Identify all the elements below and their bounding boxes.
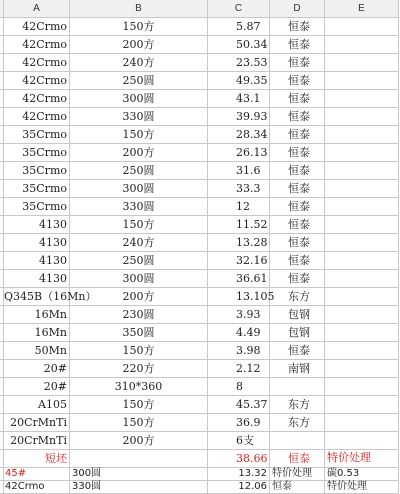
cell-c[interactable]: 12 — [208, 198, 270, 216]
table-row — [0, 288, 400, 306]
table-row — [0, 270, 400, 288]
cell-d[interactable]: 东方 — [270, 414, 325, 432]
cell-a[interactable]: 16Mn — [4, 324, 70, 342]
cell-e[interactable] — [325, 378, 399, 396]
cell-a[interactable]: 16Mn — [4, 306, 70, 324]
cell-c[interactable]: 11.52 — [208, 216, 270, 234]
cell-d[interactable] — [270, 378, 325, 396]
cell-e[interactable] — [325, 216, 399, 234]
cell-b[interactable]: 150方 — [70, 216, 208, 234]
cell-c[interactable]: 31.6 — [208, 162, 270, 180]
cell-d[interactable]: 恒泰 — [270, 198, 325, 216]
column-header-a[interactable]: A — [4, 0, 70, 18]
cell-c[interactable]: 39.93 — [208, 108, 270, 126]
cell-b[interactable]: 230圆 — [70, 306, 208, 324]
cell-c[interactable]: 12.06 — [208, 481, 270, 494]
cell-b[interactable]: 330圆 — [70, 108, 208, 126]
cell-d[interactable]: 恒泰 — [270, 180, 325, 198]
cell-d[interactable]: 恒泰 — [270, 481, 325, 494]
table-row — [0, 378, 400, 396]
cell-c[interactable]: 28.34 — [208, 126, 270, 144]
cell-c[interactable]: 4.49 — [208, 324, 270, 342]
cell-b[interactable]: 310*360 — [70, 378, 208, 396]
table-row — [0, 90, 400, 108]
cell-e[interactable] — [325, 270, 399, 288]
cell-d[interactable]: 包钢 — [270, 306, 325, 324]
cell-a[interactable]: 45# — [4, 468, 70, 481]
cell-b[interactable]: 150方 — [70, 396, 208, 414]
cell-a[interactable]: 50Mn — [4, 342, 70, 360]
cell-c[interactable]: 3.98 — [208, 342, 270, 360]
cell-a[interactable]: 42Crmo — [4, 18, 70, 36]
cell-e[interactable] — [325, 324, 399, 342]
table-row — [0, 216, 400, 234]
table-row — [0, 18, 400, 36]
column-header-row — [0, 0, 400, 18]
table-row — [0, 126, 400, 144]
cell-a[interactable]: 42Crmo — [4, 90, 70, 108]
cell-e[interactable] — [325, 288, 399, 306]
cell-b[interactable]: 150方 — [70, 126, 208, 144]
cell-a[interactable]: 4130 — [4, 252, 70, 270]
cell-b[interactable]: 330圆 — [70, 481, 208, 494]
cell-d[interactable]: 恒泰 — [270, 144, 325, 162]
cell-c[interactable]: 38.66 — [208, 450, 270, 468]
table-row — [0, 54, 400, 72]
cell-e[interactable] — [325, 108, 399, 126]
cell-c[interactable]: 36.9 — [208, 414, 270, 432]
cell-d[interactable]: 东方 — [270, 288, 325, 306]
cell-a[interactable]: 42Crmo — [4, 72, 70, 90]
cell-b[interactable]: 300圆 — [70, 468, 208, 481]
cell-b[interactable]: 300圆 — [70, 270, 208, 288]
cell-b[interactable]: 240方 — [70, 234, 208, 252]
cell-e[interactable] — [325, 54, 399, 72]
cell-e[interactable] — [325, 144, 399, 162]
cell-b[interactable]: 250圆 — [70, 252, 208, 270]
cell-a[interactable]: Q345B（16Mn） — [4, 288, 70, 306]
table-row — [0, 360, 400, 378]
table-row — [0, 324, 400, 342]
cell-b[interactable]: 240方 — [70, 54, 208, 72]
cell-c[interactable]: 26.13 — [208, 144, 270, 162]
cell-b[interactable]: 300圆 — [70, 90, 208, 108]
cell-e[interactable] — [325, 360, 399, 378]
table-row — [0, 342, 400, 360]
cell-d[interactable]: 恒泰 — [270, 162, 325, 180]
cell-d[interactable]: 恒泰 — [270, 450, 325, 468]
cell-b[interactable]: 300圆 — [70, 180, 208, 198]
cell-a[interactable]: 35Crmo — [4, 198, 70, 216]
cell-c[interactable]: 36.61 — [208, 270, 270, 288]
cell-b[interactable]: 150方 — [70, 18, 208, 36]
cell-c[interactable]: 8 — [208, 378, 270, 396]
cell-b[interactable]: 250圆 — [70, 162, 208, 180]
cell-a[interactable]: A105 — [4, 396, 70, 414]
table-row — [0, 36, 400, 54]
cell-b[interactable]: 150方 — [70, 342, 208, 360]
cell-e[interactable] — [325, 306, 399, 324]
cell-d[interactable]: 恒泰 — [270, 18, 325, 36]
cell-e[interactable] — [325, 342, 399, 360]
cell-e[interactable] — [325, 414, 399, 432]
cell-c[interactable]: 32.16 — [208, 252, 270, 270]
cell-d[interactable]: 包钢 — [270, 324, 325, 342]
cell-d[interactable]: 东方 — [270, 396, 325, 414]
cell-a[interactable]: 4130 — [4, 234, 70, 252]
cell-a[interactable]: 35Crmo — [4, 180, 70, 198]
cell-a[interactable]: 42Crmo — [4, 36, 70, 54]
cell-d[interactable]: 恒泰 — [270, 108, 325, 126]
cell-a[interactable]: 20CrMnTi — [4, 432, 70, 450]
cell-d[interactable]: 恒泰 — [270, 36, 325, 54]
cell-a[interactable]: 35Crmo — [4, 126, 70, 144]
cell-e[interactable] — [325, 126, 399, 144]
cell-a[interactable]: 35Crmo — [4, 144, 70, 162]
cell-e[interactable] — [325, 198, 399, 216]
table-row — [0, 234, 400, 252]
cell-c[interactable]: 13.32 — [208, 468, 270, 481]
cell-e[interactable] — [325, 252, 399, 270]
table-row — [0, 432, 400, 450]
cell-e[interactable] — [325, 72, 399, 90]
cell-e[interactable] — [325, 180, 399, 198]
cell-c[interactable]: 6支 — [208, 432, 270, 450]
cell-a[interactable]: 35Crmo — [4, 162, 70, 180]
table-row — [0, 108, 400, 126]
cell-a[interactable]: 4130 — [4, 270, 70, 288]
table-row — [0, 306, 400, 324]
cell-b[interactable]: 200方 — [70, 144, 208, 162]
cell-a[interactable]: 42Crmo — [4, 54, 70, 72]
cell-a[interactable]: 短坯 — [4, 450, 70, 468]
column-header-d[interactable]: D — [270, 0, 325, 18]
cell-e[interactable] — [325, 432, 399, 450]
cell-e[interactable] — [325, 18, 399, 36]
cell-d[interactable]: 特价处理 — [270, 468, 325, 481]
cell-a[interactable]: 20# — [4, 378, 70, 396]
cell-d[interactable]: 恒泰 — [270, 216, 325, 234]
table-row — [0, 414, 400, 432]
column-header-c[interactable]: C — [208, 0, 270, 18]
cell-a[interactable]: 20CrMnTi — [4, 414, 70, 432]
cell-e[interactable] — [325, 90, 399, 108]
cell-d[interactable]: 恒泰 — [270, 72, 325, 90]
cell-b[interactable]: 250圆 — [70, 72, 208, 90]
table-body — [0, 18, 400, 450]
cell-b[interactable]: 220方 — [70, 360, 208, 378]
cell-e[interactable]: 特价处理 — [325, 450, 399, 468]
cell-e[interactable] — [325, 396, 399, 414]
cell-b[interactable]: 200方 — [70, 432, 208, 450]
cell-d[interactable] — [270, 432, 325, 450]
table-row — [0, 72, 400, 90]
cell-d[interactable]: 南钢 — [270, 360, 325, 378]
cell-d[interactable]: 恒泰 — [270, 270, 325, 288]
table-row — [0, 180, 400, 198]
cell-c[interactable]: 3.93 — [208, 306, 270, 324]
cell-c[interactable]: 5.87 — [208, 18, 270, 36]
cell-b[interactable]: 200方 — [70, 288, 208, 306]
cell-c[interactable]: 43.1 — [208, 90, 270, 108]
cell-a[interactable]: 42Crmo — [4, 108, 70, 126]
cell-c[interactable]: 45.37 — [208, 396, 270, 414]
cell-e[interactable]: 特价处理 — [325, 481, 399, 494]
cell-b[interactable]: 330圆 — [70, 198, 208, 216]
cell-a[interactable]: 42Crmo — [4, 481, 70, 494]
cell-d[interactable]: 恒泰 — [270, 342, 325, 360]
table-row — [0, 162, 400, 180]
table-row — [0, 396, 400, 414]
cell-d[interactable]: 恒泰 — [270, 126, 325, 144]
cell-b[interactable]: 150方 — [70, 414, 208, 432]
table-row-highlight — [0, 450, 400, 468]
cell-d[interactable]: 恒泰 — [270, 54, 325, 72]
cell-d[interactable]: 恒泰 — [270, 234, 325, 252]
cell-c[interactable]: 23.53 — [208, 54, 270, 72]
cell-c[interactable]: 33.3 — [208, 180, 270, 198]
column-header-e[interactable]: E — [325, 0, 399, 18]
cell-c[interactable]: 13.28 — [208, 234, 270, 252]
cell-e[interactable] — [325, 162, 399, 180]
table-row — [0, 198, 400, 216]
cell-e[interactable] — [325, 36, 399, 54]
cell-a[interactable]: 4130 — [4, 216, 70, 234]
cell-b[interactable] — [70, 450, 208, 468]
column-header-b[interactable]: B — [70, 0, 208, 18]
cell-c[interactable]: 13.105 — [208, 288, 270, 306]
cell-a[interactable]: 20# — [4, 360, 70, 378]
cell-d[interactable]: 恒泰 — [270, 252, 325, 270]
cell-c[interactable]: 49.35 — [208, 72, 270, 90]
cell-e[interactable]: 碳0.53 — [325, 468, 399, 481]
cell-b[interactable]: 200方 — [70, 36, 208, 54]
cell-b[interactable]: 350圆 — [70, 324, 208, 342]
cell-c[interactable]: 50.34 — [208, 36, 270, 54]
table-row-small — [0, 468, 400, 481]
table-row — [0, 252, 400, 270]
table-row-small — [0, 481, 400, 494]
cell-d[interactable]: 恒泰 — [270, 90, 325, 108]
table-row — [0, 144, 400, 162]
cell-c[interactable]: 2.12 — [208, 360, 270, 378]
cell-e[interactable] — [325, 234, 399, 252]
